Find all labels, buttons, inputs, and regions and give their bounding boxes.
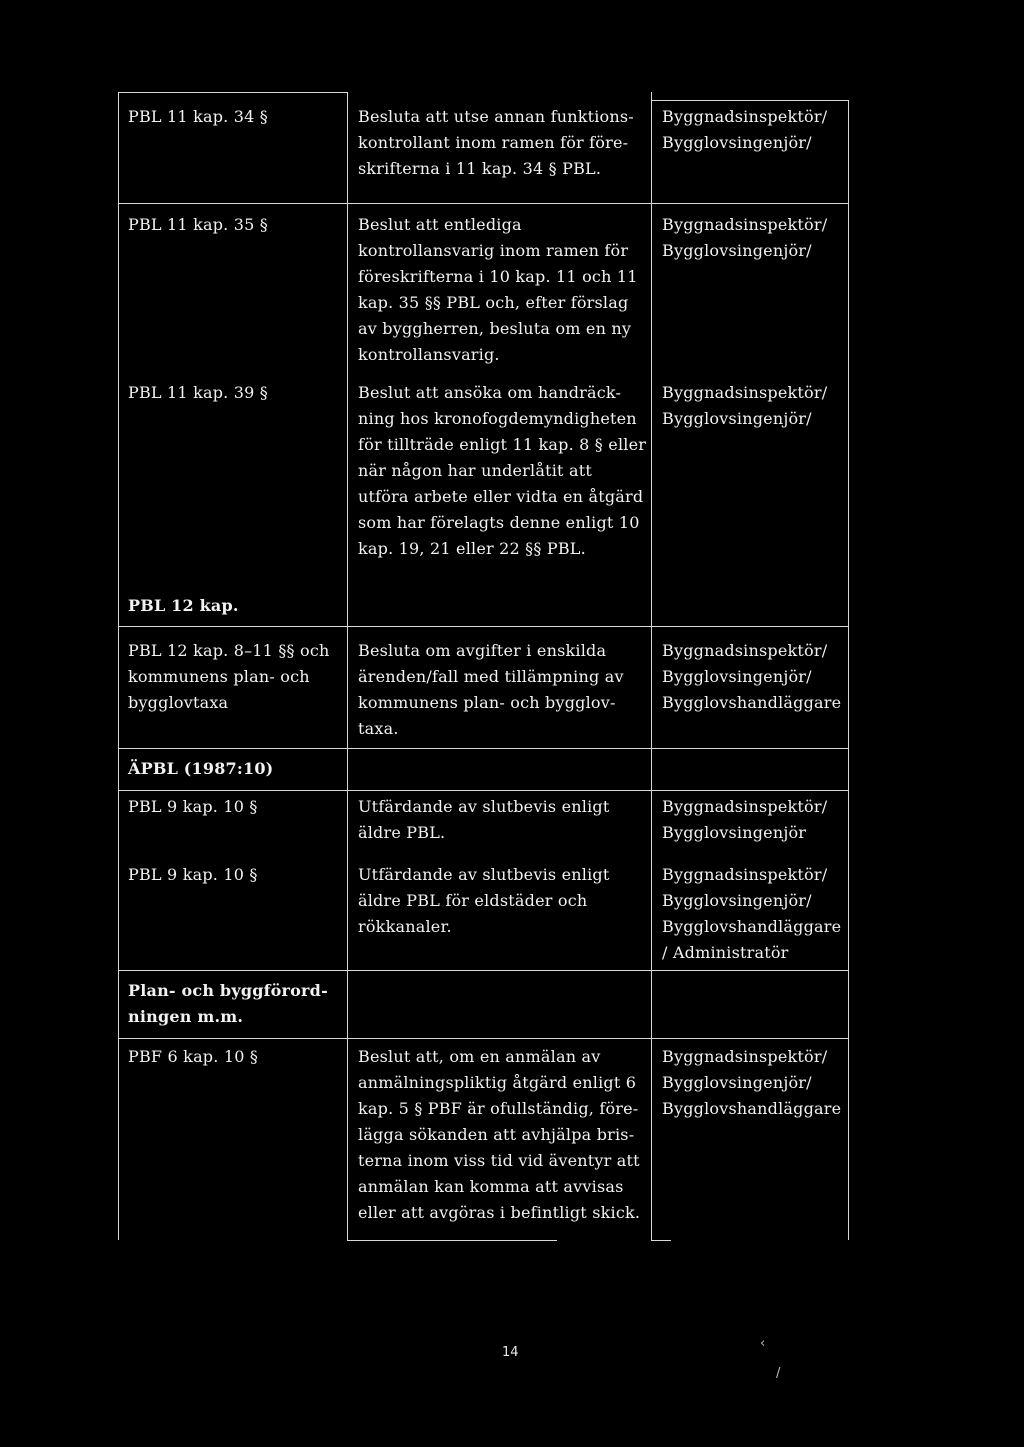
bottom-rule-mid	[347, 1240, 557, 1241]
section-heading: ÄPBL (1987:10)	[128, 759, 274, 778]
law-reference: PBL 9 kap. 10 §	[128, 797, 258, 816]
responsible-role: Byggnadsinspektör/ Bygglovsingenjör/ Bygglovshandläggare	[662, 1047, 842, 1118]
column-divider-2	[651, 92, 652, 1240]
rule-sec2-top	[118, 748, 849, 749]
rule-sec3-bottom	[118, 1038, 849, 1039]
scan-artifact-mark: ‹	[760, 1336, 766, 1351]
action-description: Besluta att utse annan funktions- kontrollant inom ramen för före- skrifterna i 11 kap. 34 § PBL.	[358, 107, 634, 178]
action-description: Beslut att, om en anmälan av anmälningspliktig åtgärd enligt 6 kap. 5 § PBF är ofullständig, före- lägga sökanden att avhjälpa bris- terna inom viss tid vid äventyr att anmälan kan komma att avvisas eller att avgöras i befintligt skick.	[358, 1047, 641, 1222]
top-rule	[118, 92, 348, 93]
bottom-rule-right	[651, 1240, 671, 1241]
law-reference: PBL 12 kap. 8–11 §§ och kommunens plan- och bygglovtaxa	[128, 641, 330, 712]
action-description: Besluta om avgifter i enskilda ärenden/fall med tillämpning av kommunens plan- och bygglov- taxa.	[358, 641, 624, 738]
rule-sec2-bottom	[118, 790, 849, 791]
law-reference: PBL 11 kap. 35 §	[128, 215, 268, 234]
action-description: Utfärdande av slutbevis enligt äldre PBL.	[358, 797, 610, 842]
section-heading: Plan- och byggförord- ningen m.m.	[128, 981, 328, 1026]
responsible-role: Byggnadsinspektör/ Bygglovsingenjör/	[662, 215, 828, 260]
responsible-role: Byggnadsinspektör/ Bygglovsingenjör/ Bygglovshandläggare / Administratör	[662, 865, 842, 962]
rule-sec1-bottom	[118, 626, 849, 627]
law-reference: PBF 6 kap. 10 §	[128, 1047, 259, 1066]
rule-sec3-top	[118, 970, 849, 971]
scan-artifact-mark: /	[776, 1366, 781, 1381]
responsible-role: Byggnadsinspektör/ Bygglovsingenjör/	[662, 107, 828, 152]
responsible-role: Byggnadsinspektör/ Bygglovsingenjör	[662, 797, 828, 842]
law-reference: PBL 9 kap. 10 §	[128, 865, 258, 884]
law-reference: PBL 11 kap. 39 §	[128, 383, 268, 402]
responsible-role: Byggnadsinspektör/ Bygglovsingenjör/ Bygglovshandläggare	[662, 641, 842, 712]
action-description: Utfärdande av slutbevis enligt äldre PBL för eldstäder och rökkanaler.	[358, 865, 610, 936]
responsible-role: Byggnadsinspektör/ Bygglovsingenjör/	[662, 383, 828, 428]
page-number: 14	[502, 1345, 519, 1360]
action-description: Beslut att ansöka om handräck- ning hos kronofogdemyndigheten för tillträde enligt 11 kap. 8 § eller när någon har underlåtit att utföra arbete eller vidta en åtgärd som har förelagts denne enligt 10 kap. 19, 21 eller 22 §§ PBL.	[358, 383, 647, 558]
law-reference: PBL 11 kap. 34 §	[128, 107, 268, 126]
top-rule-right	[651, 100, 849, 101]
column-divider-1	[347, 92, 348, 1240]
section-heading: PBL 12 kap.	[128, 596, 239, 615]
action-description: Beslut att entlediga kontrollansvarig inom ramen för föreskrifterna i 10 kap. 11 och 11 kap. 35 §§ PBL och, efter förslag av byggherren, besluta om en ny kontrollansvarig.	[358, 215, 638, 364]
rule-row2	[118, 203, 849, 204]
left-border	[118, 92, 119, 1240]
